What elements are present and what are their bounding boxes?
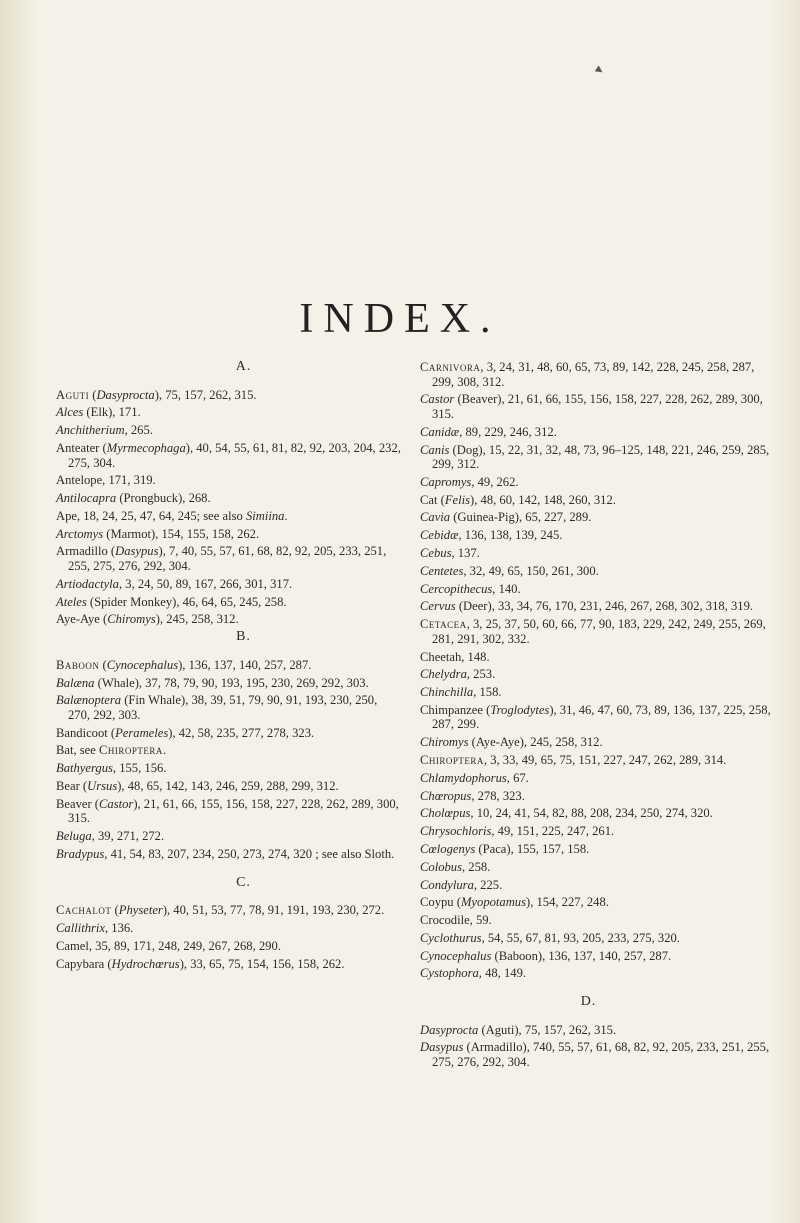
entry-text: ), 154, 227, 248. <box>526 895 609 910</box>
index-entry <box>420 650 775 665</box>
entry-text: , 258. <box>462 859 491 874</box>
entry-text: Crocodile, 59. <box>420 913 492 928</box>
index-entry <box>420 493 775 508</box>
entry-text: , 49, 262. <box>471 474 519 489</box>
entry-text: (Dog), 15, 22, 31, 32, 48, 73, 96–125, 148, 221, 246, 259, 285, 299, 312. <box>432 442 770 472</box>
index-entry <box>420 510 775 525</box>
entry-text: (Baboon), 136, 137, 140, 257, 287. <box>491 948 672 963</box>
entry-text: Capybara ( <box>56 956 112 971</box>
index-entry <box>56 612 401 627</box>
index-entry <box>420 789 775 804</box>
index-left-column <box>56 360 401 974</box>
entry-headword: Hydrochœrus <box>111 956 180 971</box>
index-entry <box>420 360 775 389</box>
entry-text: Ape, 18, 24, 25, 47, 64, 245; see also <box>56 508 246 523</box>
entry-text: , 3, 24, 50, 89, 167, 266, 301, 317. <box>118 576 293 591</box>
entry-text: , 253. <box>466 667 496 682</box>
index-entry <box>420 599 775 614</box>
entry-text: Aye-Aye ( <box>56 612 108 627</box>
index-entry <box>56 595 401 610</box>
entry-text: , 225. <box>473 877 503 892</box>
index-entry <box>420 1023 775 1038</box>
entry-text: ( <box>89 387 97 402</box>
entry-text: , 136. <box>104 920 134 935</box>
index-entry <box>56 743 401 758</box>
section-letter: C. <box>236 874 251 890</box>
entry-headword: Cebidæ <box>420 528 459 543</box>
index-entry <box>420 913 775 928</box>
entry-headword: Capromys <box>420 474 472 489</box>
index-entry <box>420 425 775 440</box>
entry-headword: Ateles <box>56 594 87 609</box>
entry-text: , 140. <box>492 581 521 596</box>
entry-text: , 89, 229, 246, 312. <box>459 424 557 439</box>
entry-text: , 265. <box>124 423 153 438</box>
index-entry <box>56 847 401 862</box>
entry-text: , 136, 138, 139, 245. <box>458 528 563 543</box>
entry-headword: Anchitherium <box>56 423 125 438</box>
index-entry <box>420 667 775 682</box>
index-entry <box>420 546 775 561</box>
entry-text: Anteater ( <box>56 440 107 455</box>
entry-text: , 54, 55, 67, 81, 93, 205, 233, 275, 320. <box>481 930 680 945</box>
entry-text: ), 7, 40, 55, 57, 61, 68, 82, 92, 205, 233, 251, 255, 275, 276, 292, 304. <box>68 544 387 574</box>
entry-text: . <box>162 743 167 758</box>
index-entry <box>420 931 775 946</box>
entry-headword: Carnivora <box>420 360 481 374</box>
index-entry <box>56 441 401 470</box>
index-entry <box>420 860 775 875</box>
entry-text: , 49, 151, 225, 247, 261. <box>491 824 615 839</box>
index-entry <box>56 388 401 403</box>
entry-text: ), 136, 137, 140, 257, 287. <box>178 657 312 672</box>
index-entry <box>420 966 775 981</box>
entry-text: (Fin Whale), 38, 39, 51, 79, 90, 91, 193, 230, 250, 270, 292, 303. <box>68 693 378 722</box>
index-entry <box>420 475 775 490</box>
entry-headword: Cavia <box>420 510 451 525</box>
entry-headword: Dasyprocta <box>96 387 155 402</box>
entry-text: ( <box>111 903 119 918</box>
index-entry <box>420 528 775 543</box>
entry-text: (Armadillo), 740, 55, 57, 61, 68, 82, 92, 205, 233, 251, 255, 275, 276, 292, 304. <box>432 1040 770 1069</box>
entry-headword: Cœlogenys <box>420 841 476 856</box>
entry-text: , 32, 49, 65, 150, 261, 300. <box>463 563 599 578</box>
entry-headword: Cholœpus <box>420 806 471 821</box>
entry-text: Cat ( <box>420 492 445 507</box>
entry-text: , 155, 156. <box>112 761 167 776</box>
index-entry <box>56 509 401 524</box>
entry-text: ), 48, 60, 142, 148, 260, 312. <box>470 492 616 507</box>
index-entry <box>420 703 775 732</box>
index-entry <box>420 1040 775 1069</box>
entry-headword: Myrmecophaga <box>106 440 186 455</box>
index-entry <box>56 423 401 438</box>
entry-text: Antelope, 171, 319. <box>56 473 156 488</box>
entry-headword: Colobus <box>420 859 462 874</box>
entry-headword: Cercopithecus <box>420 581 493 596</box>
entry-headword: Alces <box>56 405 84 420</box>
section-letter: A. <box>235 359 252 374</box>
index-entry <box>56 829 401 844</box>
index-entry <box>56 577 401 592</box>
entry-headword: Chœropus <box>420 788 472 803</box>
entry-headword: Baboon <box>56 657 100 672</box>
page-title: INDEX. <box>299 296 501 343</box>
entry-headword: Chlamydophorus <box>420 770 507 785</box>
index-entry <box>420 564 775 579</box>
entry-text: . <box>284 508 288 523</box>
entry-headword: Dasypus <box>115 544 159 559</box>
entry-headword: Cebus <box>420 546 452 561</box>
entry-headword: Beluga <box>56 829 92 844</box>
entry-text: (Paca), 155, 157, 158. <box>475 841 590 856</box>
entry-headword: Cyclothurus <box>420 930 482 945</box>
entry-headword: Antilocapra <box>56 491 117 506</box>
entry-headword: Chiroptera <box>99 743 163 758</box>
entry-text: (Guinea-Pig), 65, 227, 289. <box>450 510 592 525</box>
entry-headword: Balænoptera <box>56 693 122 708</box>
index-entry <box>420 735 775 750</box>
entry-text: (Elk), 171. <box>83 405 141 420</box>
entry-text: , 10, 24, 41, 54, 82, 88, 208, 234, 250, 274, 320. <box>470 806 713 821</box>
entry-text: Cheetah, 148. <box>420 649 490 664</box>
entry-headword: Chiromys <box>107 612 156 627</box>
entry-headword: Physeter <box>118 903 163 918</box>
entry-headword: Centetes <box>420 563 464 578</box>
entry-headword: Cachalot <box>56 903 112 918</box>
index-entry <box>420 806 775 821</box>
entry-text: ), 40, 51, 53, 77, 78, 91, 191, 193, 230, 272. <box>162 903 385 918</box>
entry-headword: Cetacea <box>420 617 467 632</box>
index-entry <box>56 726 401 741</box>
index-right-column <box>420 360 775 1073</box>
entry-headword: Bathyergus <box>56 761 113 776</box>
section-letter: D. <box>580 994 597 1009</box>
entry-headword: Cynocephalus <box>106 657 179 672</box>
index-entry <box>56 939 401 954</box>
entry-headword: Canis <box>420 442 450 457</box>
index-entry <box>420 617 775 646</box>
entry-text: ), 42, 58, 235, 277, 278, 323. <box>168 725 315 740</box>
entry-headword: Cervus <box>420 599 456 614</box>
index-entry <box>420 949 775 964</box>
section-letter: B. <box>236 629 251 645</box>
entry-headword: Cystophora <box>420 966 479 981</box>
index-entry <box>56 957 401 972</box>
entry-text: (Aguti), 75, 157, 262, 315. <box>478 1022 617 1037</box>
entry-headword: Arctomys <box>56 526 104 541</box>
entry-text: (Marmot), 154, 155, 158, 262. <box>103 526 260 541</box>
entry-headword: Chinchilla <box>420 685 474 700</box>
entry-headword: Castor <box>420 392 455 407</box>
entry-text: (Prongbuck), 268. <box>116 491 211 506</box>
entry-text: , 3, 25, 37, 50, 60, 66, 77, 90, 183, 229, 242, 249, 255, 269, 281, 291, 302, 332. <box>432 617 766 646</box>
entry-text: , 137. <box>451 546 480 561</box>
index-entry <box>56 527 401 542</box>
entry-text: (Aye-Aye), 245, 258, 312. <box>468 735 603 750</box>
entry-headword: Chelydra <box>420 667 467 682</box>
entry-text: (Deer), 33, 34, 76, 170, 231, 246, 267, 268, 302, 318, 319. <box>455 599 754 614</box>
entry-text: ), 21, 61, 66, 155, 156, 158, 227, 228, 262, 289, 300, 315. <box>68 796 399 826</box>
index-entry <box>56 761 401 776</box>
entry-text: ), 33, 65, 75, 154, 156, 158, 262. <box>179 956 345 971</box>
index-entry <box>420 753 775 768</box>
index-entry <box>420 582 775 597</box>
entry-headword: Dasyprocta <box>420 1022 479 1037</box>
entry-headword: Simiina <box>245 508 285 523</box>
entry-text: , 3, 24, 31, 48, 60, 65, 73, 89, 142, 228, 245, 258, 287, 299, 308, 312. <box>432 360 755 389</box>
index-entry <box>56 676 401 691</box>
entry-text: Bear ( <box>56 779 88 794</box>
index-entry <box>56 903 401 918</box>
entry-text: ), 40, 54, 55, 61, 81, 82, 92, 203, 204, 232, 275, 304. <box>68 440 401 470</box>
entry-headword: Perameles <box>115 725 169 740</box>
index-entry <box>420 842 775 857</box>
entry-text: , 3, 33, 49, 65, 75, 151, 227, 247, 262, 289, 314. <box>483 753 727 768</box>
entry-text: (Spider Monkey), 46, 64, 65, 245, 258. <box>86 594 287 609</box>
entry-text: Chimpanzee ( <box>420 702 491 717</box>
entry-headword: Chiromys <box>420 735 469 750</box>
entry-headword: Myopotamus <box>460 895 526 910</box>
entry-headword: Artiodactyla <box>56 576 119 591</box>
entry-text: ), 245, 258, 312. <box>155 612 239 627</box>
entry-text: , 278, 323. <box>471 788 525 803</box>
entry-headword: Ursus <box>87 779 118 794</box>
entry-text: ), 48, 65, 142, 143, 246, 259, 288, 299, 312. <box>117 779 339 794</box>
entry-headword: Felis <box>444 492 471 507</box>
entry-text: Beaver ( <box>56 796 100 811</box>
index-entry <box>420 392 775 421</box>
entry-headword: Aguti <box>56 387 90 402</box>
entry-headword: Callithrix <box>56 920 105 935</box>
entry-text: Coypu ( <box>420 895 461 910</box>
index-entry <box>56 473 401 488</box>
corner-mark: ▸ <box>592 62 607 79</box>
entry-text: ( <box>99 657 107 672</box>
entry-text: Bandicoot ( <box>56 725 116 740</box>
entry-headword: Balæna <box>56 675 95 690</box>
entry-headword: Canidæ <box>420 424 460 439</box>
index-entry <box>56 921 401 936</box>
index-entry <box>56 491 401 506</box>
index-entry <box>420 824 775 839</box>
entry-text: (Whale), 37, 78, 79, 90, 193, 195, 230, 269, 292, 303. <box>94 675 369 690</box>
index-entry <box>420 685 775 700</box>
index-entry <box>420 771 775 786</box>
index-entry <box>56 797 401 826</box>
index-entry <box>56 693 401 722</box>
entry-headword: Chrysochloris <box>420 824 492 839</box>
entry-text: Bat, see <box>56 743 100 758</box>
entry-text: Camel, 35, 89, 171, 248, 249, 267, 268, 290. <box>56 938 281 953</box>
entry-headword: Cynocephalus <box>420 948 492 963</box>
index-entry <box>56 658 401 673</box>
entry-text: , 48, 149. <box>478 966 527 981</box>
entry-text: ), 31, 46, 47, 60, 73, 89, 136, 137, 225, 258, 287, 299. <box>432 702 771 732</box>
entry-text: Armadillo ( <box>56 544 116 559</box>
index-entry <box>56 405 401 420</box>
entry-text: ), 75, 157, 262, 315. <box>154 387 257 402</box>
entry-text: (Beaver), 21, 61, 66, 155, 156, 158, 227, 228, 262, 289, 300, 315. <box>432 392 763 421</box>
index-entry <box>420 443 775 472</box>
index-entry <box>56 544 401 573</box>
entry-headword: Chiroptera <box>420 753 484 768</box>
entry-text: , 67. <box>506 770 529 785</box>
index-entry <box>420 895 775 910</box>
index-entry <box>56 779 401 794</box>
entry-text: , 41, 54, 83, 207, 234, 250, 273, 274, 320 ; see also Sloth. <box>104 846 395 861</box>
entry-headword: Troglodytes <box>490 702 550 717</box>
entry-headword: Dasypus <box>420 1040 464 1055</box>
entry-headword: Bradypus <box>56 846 105 861</box>
index-entry <box>420 878 775 893</box>
entry-headword: Castor <box>99 796 134 811</box>
entry-headword: Condylura <box>420 877 474 892</box>
entry-text: , 158. <box>473 685 502 700</box>
entry-text: , 39, 271, 272. <box>91 829 165 844</box>
